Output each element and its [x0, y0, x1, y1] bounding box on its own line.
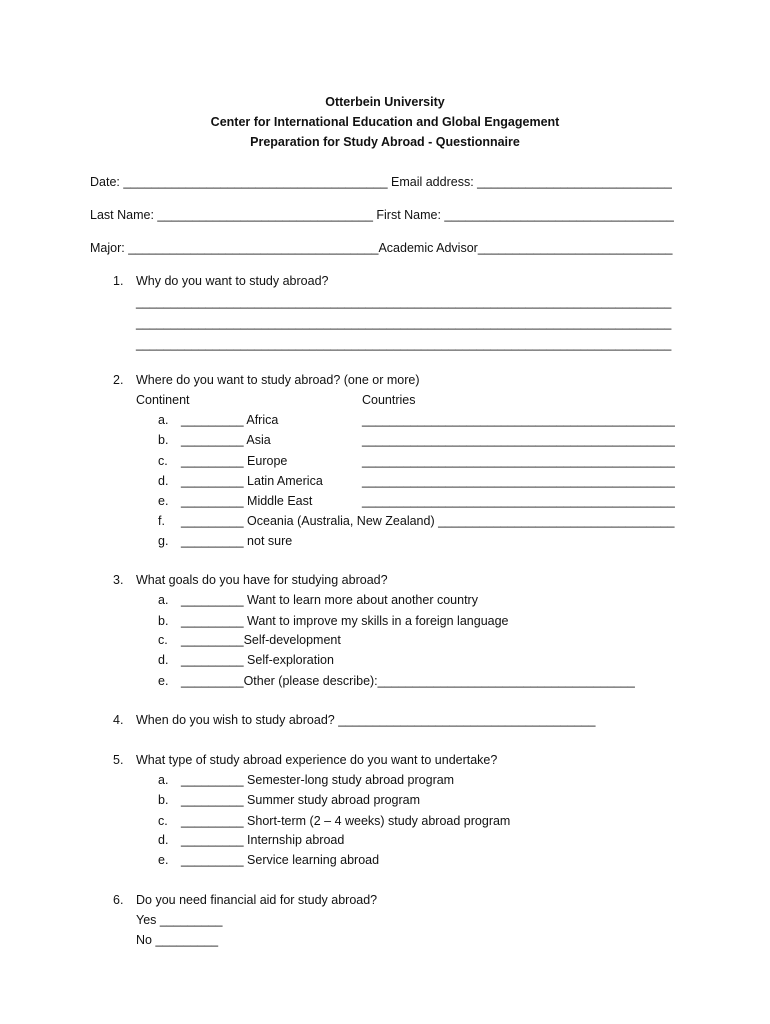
countries-header: Countries: [362, 393, 416, 407]
q3-item-letter: e.: [158, 674, 169, 688]
q2-item-letter: f.: [158, 514, 165, 528]
q2-item-latin-america[interactable]: _________ Latin America: [181, 474, 323, 488]
q5-item-letter: e.: [158, 853, 169, 867]
q1-number: 1.: [113, 274, 124, 288]
q3-item-letter: b.: [158, 614, 169, 628]
q5-item-letter: d.: [158, 833, 169, 847]
center-title: Center for International Education and Global Engagement: [210, 115, 560, 129]
q2-number: 2.: [113, 373, 124, 387]
q5-item-internship[interactable]: _________ Internship abroad: [181, 833, 345, 847]
q3-number: 3.: [113, 573, 124, 587]
q6-number: 6.: [113, 893, 124, 907]
form-title: Preparation for Study Abroad - Questionnaire: [250, 135, 520, 149]
q3-item-self-exploration[interactable]: _________ Self-exploration: [181, 653, 334, 667]
university-title: Otterbein University: [325, 95, 445, 109]
q2-item-not-sure[interactable]: _________ not sure: [181, 534, 293, 548]
date-email-line[interactable]: Date: ______________________________________ Email address: ____________________________: [90, 175, 672, 189]
q2-item-letter: e.: [158, 494, 169, 508]
q3-item-language[interactable]: _________ Want to improve my skills in a foreign language: [181, 614, 509, 628]
q6-text: Do you need financial aid for study abroad?: [136, 893, 378, 907]
name-line[interactable]: Last Name: _______________________________ First Name: _________________________________: [90, 208, 674, 222]
q1-text: Why do you want to study abroad?: [136, 274, 329, 288]
continent-header: Continent: [136, 393, 190, 407]
q2-text: Where do you want to study abroad? (one or more): [136, 373, 420, 387]
q5-item-summer[interactable]: _________ Summer study abroad program: [181, 793, 421, 807]
q2-item-oceania[interactable]: _________ Oceania (Australia, New Zealand) __________________________________: [181, 514, 675, 528]
q2-item-africa[interactable]: _________ Africa: [181, 413, 279, 427]
q3-item-self-development[interactable]: _________Self-development: [181, 633, 341, 647]
q2-item-letter: c.: [158, 454, 168, 468]
q3-item-other[interactable]: _________Other (please describe):_____________________________________: [181, 674, 635, 688]
q2-countries-line[interactable]: _____________________________________________: [362, 494, 675, 508]
q2-item-europe[interactable]: _________ Europe: [181, 454, 288, 468]
q3-item-learn-country[interactable]: _________ Want to learn more about another country: [181, 593, 478, 607]
q4-text[interactable]: When do you wish to study abroad? _____________________________________: [136, 713, 596, 727]
q5-item-short-term[interactable]: _________ Short-term (2 – 4 weeks) study abroad program: [181, 814, 511, 828]
q5-item-letter: a.: [158, 773, 169, 787]
q2-item-letter: b.: [158, 433, 169, 447]
q4-number: 4.: [113, 713, 124, 727]
q5-text: What type of study abroad experience do you want to undertake?: [136, 753, 498, 767]
q2-item-letter: g.: [158, 534, 169, 548]
q6-no-field[interactable]: No _________: [136, 933, 219, 947]
q5-number: 5.: [113, 753, 124, 767]
q1-answer-line[interactable]: _____________________________________________________________________________: [136, 316, 672, 330]
q3-text: What goals do you have for studying abroad?: [136, 573, 388, 587]
q2-item-middle-east[interactable]: _________ Middle East: [181, 494, 313, 508]
q1-answer-line[interactable]: _____________________________________________________________________________: [136, 295, 672, 309]
q5-item-service-learning[interactable]: _________ Service learning abroad: [181, 853, 380, 867]
q3-item-letter: a.: [158, 593, 169, 607]
q2-item-letter: d.: [158, 474, 169, 488]
q1-answer-line[interactable]: _____________________________________________________________________________: [136, 337, 672, 351]
q3-item-letter: c.: [158, 633, 168, 647]
q6-yes-field[interactable]: Yes _________: [136, 913, 223, 927]
q2-item-asia[interactable]: _________ Asia: [181, 433, 271, 447]
major-advisor-line[interactable]: Major: ____________________________________Academic Advisor____________________________: [90, 241, 673, 255]
q2-item-letter: a.: [158, 413, 169, 427]
q2-countries-line[interactable]: _____________________________________________: [362, 413, 675, 427]
q5-item-letter: c.: [158, 814, 168, 828]
q5-item-semester[interactable]: _________ Semester-long study abroad program: [181, 773, 455, 787]
q2-countries-line[interactable]: _____________________________________________: [362, 454, 675, 468]
q2-countries-line[interactable]: _____________________________________________: [362, 474, 675, 488]
q3-item-letter: d.: [158, 653, 169, 667]
q5-item-letter: b.: [158, 793, 169, 807]
q2-countries-line[interactable]: _____________________________________________: [362, 433, 675, 447]
